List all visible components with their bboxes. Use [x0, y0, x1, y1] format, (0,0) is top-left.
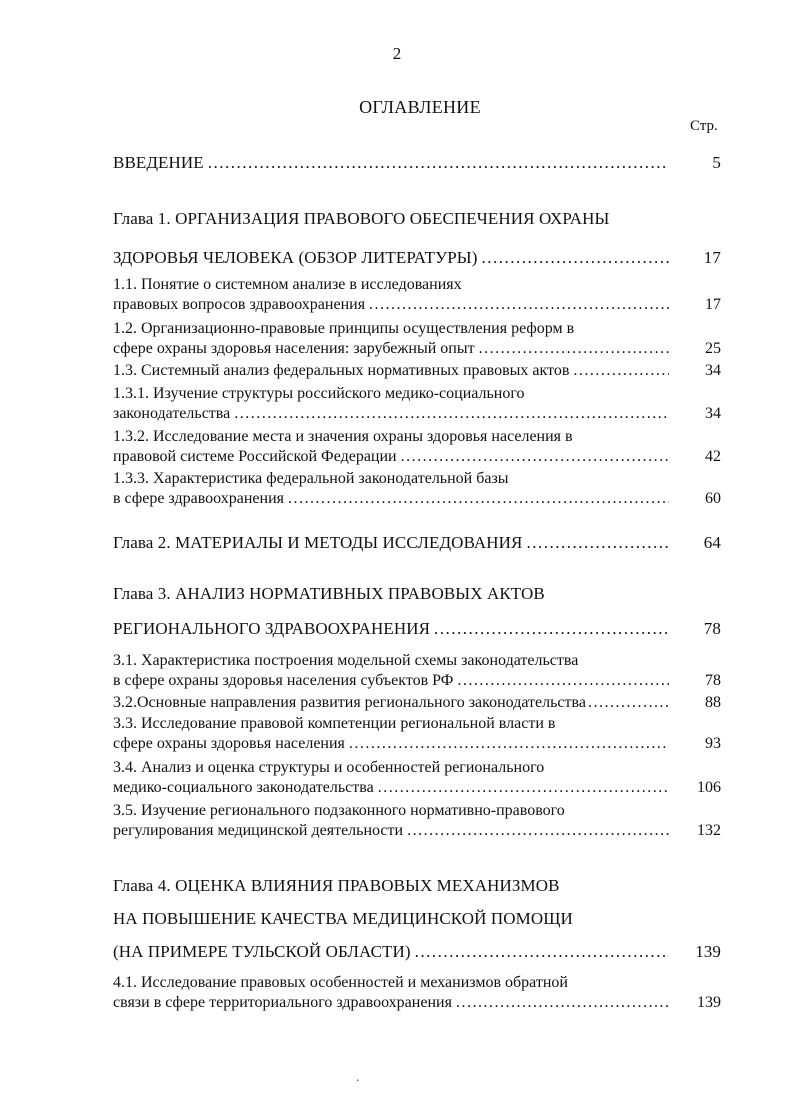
toc-entry-3-3 [113, 714, 721, 754]
toc-entry-chapter-1 [113, 209, 721, 268]
dot-leader [573, 361, 669, 381]
toc-entry-title: сфере охраны здоровья населения [113, 735, 345, 752]
page-number: 2 [392, 44, 402, 63]
dot-leader [349, 734, 669, 754]
dot-leader [378, 778, 669, 798]
toc-entry-line: 1.3.3. Характеристика федеральной законодательной базы [113, 470, 509, 487]
toc-entry-title: ВВЕДЕНИЕ [113, 153, 204, 172]
toc-entry-title: медико-социального законодательства [113, 779, 374, 796]
toc-entry-chapter-3 [113, 584, 721, 639]
toc-entry-title: сфере охраны здоровья населения: зарубежный опыт [113, 340, 475, 357]
toc-entry-title: законодательства [113, 405, 231, 422]
toc-entry-page: 34 [705, 405, 721, 422]
toc-entry-line: 3.1. Характеристика построения модельной схемы законодательства [113, 652, 579, 669]
toc-entry-page: 139 [695, 942, 721, 961]
toc-entry-page: 78 [703, 619, 721, 638]
toc-entry-1-1 [113, 275, 721, 315]
toc-entry-title: (НА ПРИМЕРЕ ТУЛЬСКОЙ ОБЛАСТИ) [113, 942, 411, 961]
dot-leader [481, 248, 669, 268]
toc-title: ОГЛАВЛЕНИЕ [359, 97, 481, 117]
footer-mark: . [356, 1070, 360, 1085]
toc-entry-page: 132 [697, 822, 721, 839]
toc-entry-line: Глава 1. ОРГАНИЗАЦИЯ ПРАВОВОГО ОБЕСПЕЧЕНИЯ ОХРАНЫ [113, 209, 610, 228]
dot-leader [407, 821, 669, 841]
toc-entry-title: в сфере охраны здоровья населения субъектов РФ [113, 672, 454, 689]
dot-leader [369, 295, 669, 315]
toc-entry-line: 1.3.2. Исследование места и значения охраны здоровья населения в [113, 428, 573, 445]
toc-entry-title: РЕГИОНАЛЬНОГО ЗДРАВООХРАНЕНИЯ [113, 619, 431, 638]
dot-leader [588, 693, 671, 713]
toc-entry-page: 78 [705, 672, 721, 689]
toc-entry-page: 64 [703, 533, 721, 552]
toc-entry-page: 34 [705, 362, 721, 379]
toc-entry-line: 1.1. Понятие о системном анализе в исследованиях [113, 276, 462, 293]
toc-entry-line: 1.2. Организационно-правовые принципы осуществления реформ в [113, 320, 575, 337]
toc-entry-page: 60 [705, 490, 721, 507]
toc-entry-title: правовой системе Российской Федерации [113, 448, 397, 465]
toc-entry-page: 106 [697, 779, 721, 796]
dot-leader [527, 533, 669, 553]
toc-entry-line: 3.5. Изучение регионального подзаконного нормативно-правового [113, 802, 565, 819]
toc-entry-3-5 [113, 801, 721, 841]
toc-entry-page: 17 [703, 248, 721, 267]
toc-entry-introduction [113, 153, 721, 173]
toc-entry-title: ЗДОРОВЬЯ ЧЕЛОВЕКА (ОБЗОР ЛИТЕРАТУРЫ) [113, 248, 478, 267]
toc-entry-1-3-1 [113, 384, 721, 424]
dot-leader [288, 489, 669, 509]
toc-entry-page: 5 [712, 153, 721, 172]
toc-entry-title: регулирования медицинской деятельности [113, 822, 404, 839]
dot-leader [415, 942, 669, 962]
toc-entry-4-1 [113, 973, 721, 1013]
dot-leader [434, 619, 669, 639]
toc-entry-chapter-4 [113, 876, 721, 962]
toc-entry-page: 93 [705, 735, 721, 752]
toc-entry-1-3-2 [113, 427, 721, 467]
toc-entry-line: Глава 3. АНАЛИЗ НОРМАТИВНЫХ ПРАВОВЫХ АКТОВ [113, 584, 545, 603]
dot-leader [401, 447, 669, 467]
dot-leader [234, 404, 669, 424]
dot-leader [456, 993, 669, 1013]
dot-leader [208, 153, 669, 173]
toc-entry-line: 3.3. Исследование правовой компетенции региональной власти в [113, 715, 556, 732]
toc-entry-page: 17 [705, 296, 721, 313]
toc-entry-1-3 [113, 361, 721, 381]
toc-entry-3-1 [113, 651, 721, 691]
toc-entry-line: НА ПОВЫШЕНИЕ КАЧЕСТВА МЕДИЦИНСКОЙ ПОМОЩИ [113, 909, 573, 928]
toc-entry-1-3-3 [113, 469, 721, 509]
toc-entry-title: Глава 2. МАТЕРИАЛЫ И МЕТОДЫ ИССЛЕДОВАНИЯ [113, 533, 523, 552]
dot-leader [457, 671, 669, 691]
toc-entry-line: 1.3.1. Изучение структуры российского медико-социального [113, 385, 525, 402]
toc-entry-title: правовых вопросов здравоохранения [113, 296, 366, 313]
toc-entry-title: в сфере здравоохранения [113, 490, 284, 507]
toc-entry-line: 4.1. Исследование правовых особенностей и механизмов обратной [113, 974, 568, 991]
toc-entry-page: 25 [705, 340, 721, 357]
toc-entry-3-2 [113, 693, 721, 713]
page-column-label: Стр. [690, 118, 718, 134]
toc-entry-page: 139 [697, 994, 721, 1011]
toc-entry-1-2 [113, 319, 721, 359]
dot-leader [479, 339, 669, 359]
toc-entry-line: 3.4. Анализ и оценка структуры и особенностей регионального [113, 759, 545, 776]
toc-entry-title: 3.2.Основные направления развития регионального законодательства [113, 694, 586, 711]
toc-entry-page: 42 [705, 448, 721, 465]
toc-entry-line: Глава 4. ОЦЕНКА ВЛИЯНИЯ ПРАВОВЫХ МЕХАНИЗМОВ [113, 876, 560, 895]
toc-entry-chapter-2 [113, 533, 721, 553]
toc-entry-3-4 [113, 758, 721, 798]
toc-entry-page: 88 [705, 694, 721, 711]
toc-entry-title: связи в сфере территориального здравоохранения [113, 994, 452, 1011]
toc-entry-title: 1.3. Системный анализ федеральных нормативных правовых актов [113, 362, 570, 379]
